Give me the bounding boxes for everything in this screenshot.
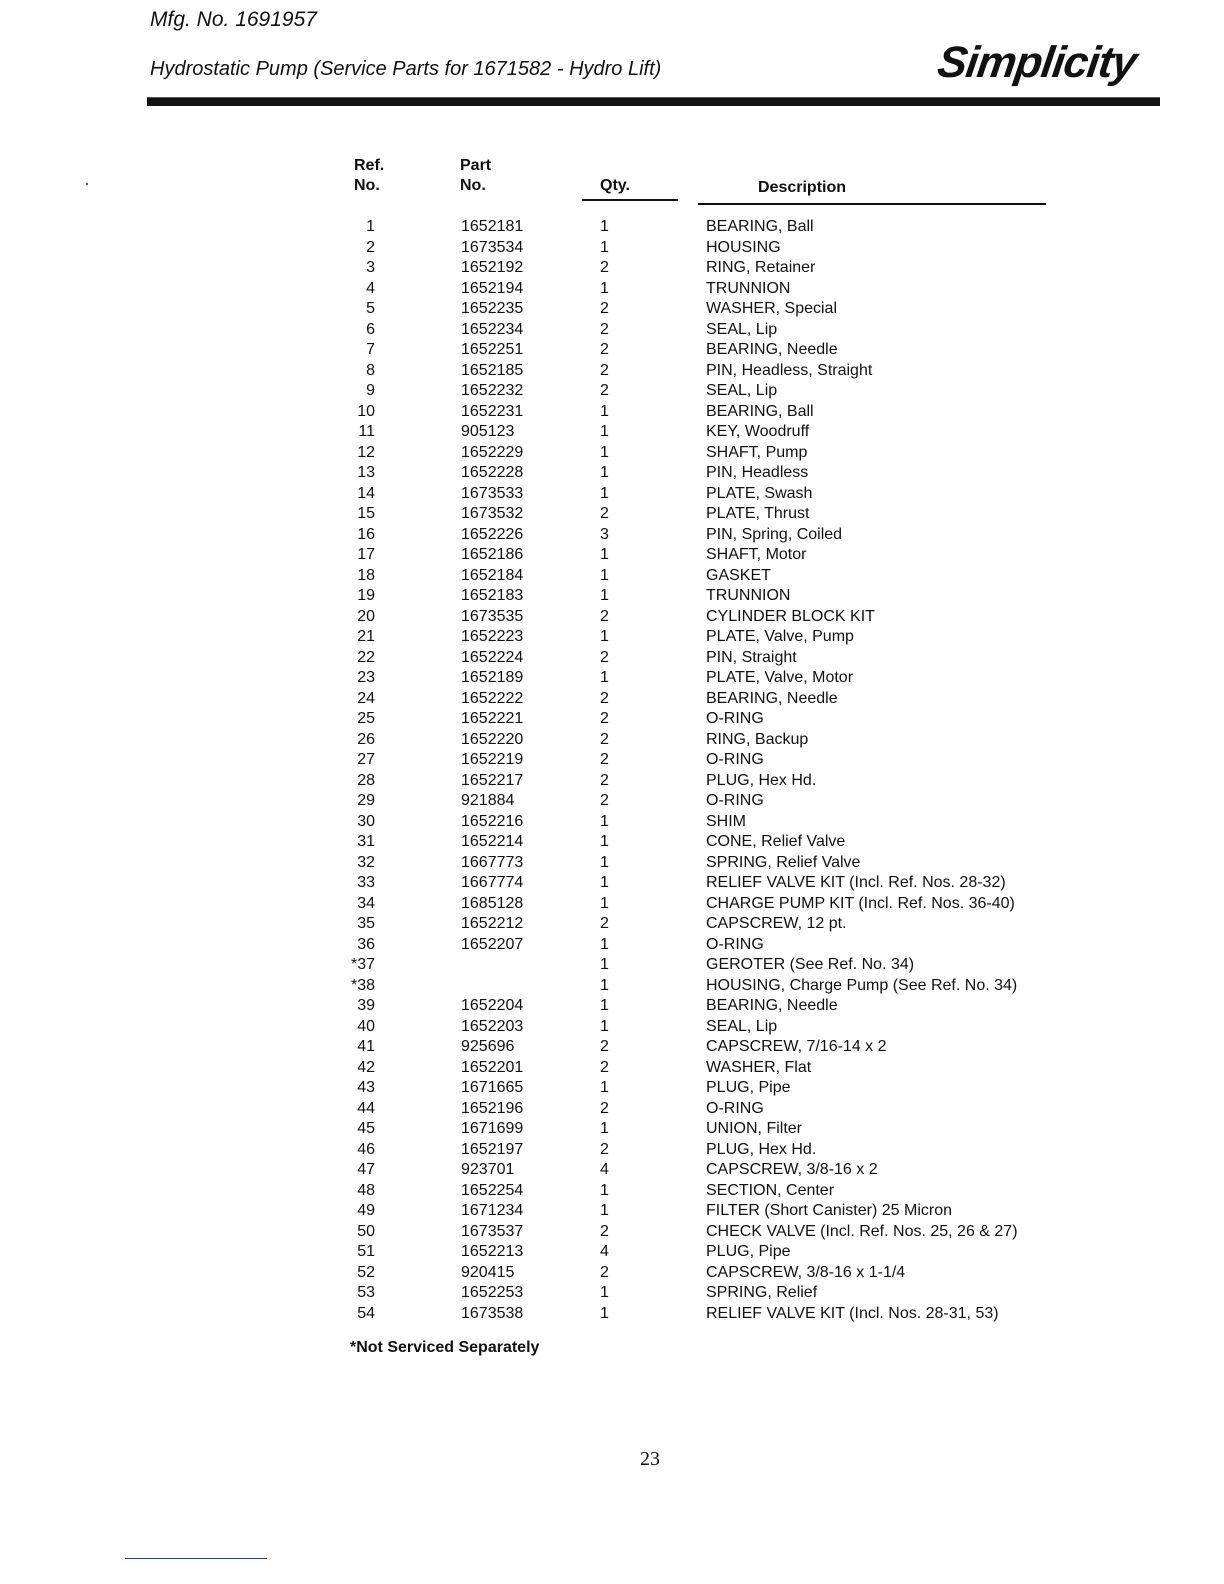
description-cell: PLUG, Hex Hd. [706,1140,817,1158]
qty-cell: 1 [600,1017,609,1035]
qty-cell: 1 [600,218,609,235]
part-cell: 921884 [461,792,515,809]
description-cell: HOUSING, Charge Pump (See Ref. No. 34) [706,976,1018,994]
qty-cell: 1 [600,956,609,973]
description-cell: HOUSING [706,238,781,256]
table-row [0,648,1224,669]
table-row [0,914,1224,935]
ref-cell: 12 [357,443,375,461]
description-cell: TRUNNION [706,279,791,297]
qty-cell: 1 [600,628,609,645]
part-cell: 1652192 [461,259,524,276]
part-cell: 1652234 [461,320,524,338]
table-row [0,1078,1224,1099]
ref-cell: 47 [357,1161,375,1178]
table-row [0,1058,1224,1079]
description-cell: CAPSCREW, 3/8-16 x 1-1/4 [706,1263,906,1281]
description-cell: SPRING, Relief [706,1284,818,1301]
qty-cell: 2 [600,341,609,358]
qty-cell: 1 [600,443,609,461]
part-cell: 1673537 [461,1222,524,1240]
part-cell: 1652226 [461,525,524,543]
ref-cell: 51 [357,1243,375,1260]
table-row [0,238,1224,259]
table-row [0,1181,1224,1202]
part-cell: 1652212 [461,915,524,932]
table-row [0,402,1224,423]
description-cell: SHAFT, Pump [706,443,808,461]
qty-cell: 1 [600,484,609,502]
qty-cell: 1 [600,997,609,1014]
table-row [0,668,1224,689]
description-cell: SHIM [706,812,746,830]
qty-cell: 1 [600,279,609,297]
part-cell: 1652232 [461,382,524,399]
description-cell: SECTION, Center [706,1181,835,1199]
qty-cell: 2 [600,1140,609,1158]
description-cell: O-RING [706,935,764,953]
table-row [0,1119,1224,1140]
part-cell: 923701 [461,1161,515,1178]
ref-cell: 23 [357,669,375,686]
ref-cell: 6 [366,320,375,338]
qty-cell: 1 [600,894,609,912]
ref-cell: 34 [357,894,375,912]
qty-cell: 1 [600,669,609,686]
part-cell: 1673534 [461,238,524,256]
qty-cell: 1 [600,833,609,850]
description-cell: O-RING [706,751,764,768]
qty-cell: 4 [600,1243,609,1260]
part-cell: 1673535 [461,607,524,625]
ref-cell: 33 [357,874,375,891]
mfg-number: Mfg. No. 1691957 [150,8,317,31]
ref-cell: 35 [357,915,375,932]
description-cell: PLUG, Hex Hd. [706,771,817,789]
qty-cell: 2 [600,648,609,666]
table-row [0,258,1224,279]
part-cell: 1652207 [461,935,524,953]
part-cell: 925696 [461,1038,515,1055]
description-cell: BEARING, Needle [706,341,838,358]
qty-cell: 1 [600,853,609,871]
table-row [0,320,1224,341]
qty-cell: 2 [600,1058,609,1076]
description-cell: WASHER, Flat [706,1058,812,1076]
ref-cell: 1 [366,218,375,235]
part-cell: 1685128 [461,894,524,912]
table-row [0,279,1224,300]
table-row [0,586,1224,607]
part-cell: 1652203 [461,1017,524,1035]
description-cell: BEARING, Ball [706,402,814,420]
table-row [0,443,1224,464]
qty-cell: 2 [600,361,609,379]
description-cell: RING, Backup [706,730,809,748]
description-cell: PLATE, Valve, Motor [706,669,854,686]
scan-speck [86,183,88,185]
description-cell: CYLINDER BLOCK KIT [706,607,875,625]
bottom-rule [125,1558,267,1559]
qty-cell: 2 [600,1222,609,1240]
part-cell: 1652184 [461,566,524,584]
description-cell: RELIEF VALVE KIT (Incl. Ref. Nos. 28-32) [706,874,1006,891]
description-header-underline [698,203,1046,205]
ref-cell: 45 [357,1120,375,1137]
table-row [0,976,1224,997]
description-cell: TRUNNION [706,587,791,604]
qty-cell: 2 [600,771,609,789]
table-row [0,853,1224,874]
qty-cell: 1 [600,546,609,563]
qty-cell: 1 [600,1181,609,1199]
ref-cell: 36 [357,935,375,953]
qty-cell: 4 [600,1161,609,1178]
table-row [0,771,1224,792]
description-cell: CAPSCREW, 3/8-16 x 2 [706,1161,878,1178]
description-cell: PLUG, Pipe [706,1079,791,1096]
qty-cell: 1 [600,1304,609,1322]
part-cell: 1673538 [461,1304,524,1322]
ref-cell: 11 [358,423,375,440]
qty-cell: 2 [600,1263,609,1281]
qty-cell: 1 [600,1284,609,1301]
ref-cell: 28 [357,771,375,789]
qty-cell: 1 [600,976,609,994]
description-cell: GASKET [706,566,771,584]
ref-cell: 7 [366,341,375,358]
ref-cell: 43 [357,1079,375,1096]
part-cell: 1652251 [461,341,524,358]
description-cell: RELIEF VALVE KIT (Incl. Nos. 28-31, 53) [706,1304,999,1322]
ref-cell: 30 [357,812,375,830]
part-cell: 1652186 [461,546,524,563]
part-cell: 1652213 [461,1243,524,1260]
part-cell: 905123 [461,423,515,440]
part-cell: 1667773 [461,853,524,871]
part-cell: 1671234 [461,1202,524,1219]
description-cell: BEARING, Needle [706,689,838,707]
part-cell: 1652219 [461,751,524,768]
table-row [0,689,1224,710]
qty-cell: 1 [600,1120,609,1137]
qty-cell: 2 [600,1038,609,1055]
qty-cell: 2 [600,710,609,727]
qty-cell: 1 [600,812,609,830]
description-cell: PIN, Spring, Coiled [706,525,843,543]
ref-cell: 10 [357,402,375,420]
table-row [0,422,1224,443]
table-row [0,627,1224,648]
ref-cell: 44 [357,1099,375,1117]
description-cell: PLATE, Thrust [706,505,810,522]
ref-cell: 53 [357,1284,375,1301]
table-row [0,750,1224,771]
part-cell: 1652253 [461,1284,524,1301]
table-row [0,1037,1224,1058]
part-cell: 1667774 [461,874,524,891]
qty-cell: 1 [600,238,609,256]
column-header-description: Description [758,179,847,196]
table-row [0,361,1224,382]
part-cell: 1652222 [461,689,524,707]
part-cell: 1652214 [461,833,524,850]
table-row [0,545,1224,566]
table-row [0,730,1224,751]
document-subtitle: Hydrostatic Pump (Service Parts for 1671582 - Hydro Lift) [150,58,662,80]
qty-cell: 1 [600,874,609,891]
qty-cell: 2 [600,689,609,707]
part-cell: 1652204 [461,997,524,1014]
part-cell: 1673533 [461,484,524,502]
parts-table [0,217,1224,1324]
ref-cell: 5 [366,300,375,317]
column-header-ref [354,156,384,196]
qty-cell: 2 [600,320,609,338]
table-row [0,1283,1224,1304]
part-cell: 1652235 [461,300,524,317]
ref-cell: 16 [357,525,375,543]
table-row [0,1099,1224,1120]
ref-cell: 8 [366,361,375,379]
description-cell: RING, Retainer [706,259,816,276]
table-row [0,894,1224,915]
ref-cell: 21 [357,628,375,645]
description-cell: BEARING, Ball [706,218,814,235]
column-header-part [460,156,491,196]
description-cell: GEROTER (See Ref. No. 34) [706,956,915,973]
description-cell: CHARGE PUMP KIT (Incl. Ref. Nos. 36-40) [706,894,1015,912]
table-row [0,1242,1224,1263]
description-cell: PIN, Headless, Straight [706,361,873,379]
description-cell: CAPSCREW, 7/16-14 x 2 [706,1038,887,1055]
ref-cell: 18 [357,566,375,584]
qty-cell: 1 [600,935,609,953]
ref-cell: 20 [357,607,375,625]
description-cell: SEAL, Lip [706,1017,778,1035]
part-cell: 1652254 [461,1181,524,1199]
column-header-ref-line1: Ref. [354,157,385,174]
column-header-part-line2: No. [460,177,486,194]
ref-cell: 3 [366,259,375,276]
table-row [0,1263,1224,1284]
ref-cell: 40 [357,1017,375,1035]
qty-cell: 2 [600,792,609,809]
part-cell: 1652216 [461,812,524,830]
qty-cell: 2 [600,1099,609,1117]
ref-cell: *37 [350,956,375,973]
column-header-ref-line2: No. [354,177,380,194]
table-row [0,709,1224,730]
table-row [0,996,1224,1017]
description-cell: CONE, Relief Valve [706,833,846,850]
description-cell: CHECK VALVE (Incl. Ref. Nos. 25, 26 & 27) [706,1222,1018,1240]
ref-cell: 39 [357,997,375,1014]
qty-cell: 2 [600,915,609,932]
table-row [0,832,1224,853]
column-header-qty: Qty. [600,177,630,194]
description-cell: O-RING [706,792,764,809]
ref-cell: 2 [366,238,375,256]
qty-cell: 2 [600,300,609,317]
table-row [0,525,1224,546]
description-cell: PIN, Straight [706,648,797,666]
description-cell: SEAL, Lip [706,320,778,338]
qty-cell: 1 [600,423,609,440]
part-cell: 1652196 [461,1099,524,1117]
ref-cell: 26 [357,730,375,748]
ref-cell: 19 [357,587,375,604]
description-cell: PLATE, Swash [706,484,813,502]
table-row [0,812,1224,833]
description-cell: PLUG, Pipe [706,1243,791,1260]
ref-cell: 14 [357,484,375,502]
ref-cell: 32 [357,853,375,871]
qty-cell: 1 [600,587,609,604]
description-cell: WASHER, Special [706,300,837,317]
part-cell: 1671699 [461,1120,524,1137]
table-row [0,1017,1224,1038]
qty-cell: 2 [600,751,609,768]
table-row [0,484,1224,505]
ref-cell: 54 [357,1304,375,1322]
qty-cell: 1 [600,1079,609,1096]
description-cell: O-RING [706,1099,764,1117]
qty-header-underline [582,199,678,201]
ref-cell: 4 [366,279,375,297]
ref-cell: 52 [357,1263,375,1281]
qty-cell: 1 [600,566,609,584]
ref-cell: 31 [357,833,375,850]
qty-cell: 2 [600,730,609,748]
table-row [0,299,1224,320]
part-cell: 1652221 [461,710,524,727]
description-cell: SPRING, Relief Valve [706,853,861,871]
qty-cell: 1 [600,1202,609,1219]
table-row [0,340,1224,361]
qty-cell: 3 [600,525,609,543]
description-cell: BEARING, Needle [706,997,838,1014]
description-cell: SEAL, Lip [706,382,778,399]
description-cell: O-RING [706,710,764,727]
description-cell: KEY, Woodruff [706,423,810,440]
table-row [0,566,1224,587]
table-row [0,791,1224,812]
qty-cell: 1 [600,402,609,420]
table-row [0,217,1224,238]
qty-cell: 1 [600,464,609,481]
page-number: 23 [640,1448,660,1470]
part-cell: 1652229 [461,443,524,461]
description-cell: CAPSCREW, 12 pt. [706,915,847,932]
part-cell: 1652183 [461,587,524,604]
part-cell: 1652224 [461,648,524,666]
table-row [0,1160,1224,1181]
ref-cell: 50 [357,1222,375,1240]
description-cell: UNION, Filter [706,1120,802,1137]
table-row [0,873,1224,894]
ref-cell: 27 [357,751,375,768]
part-cell: 1673532 [461,505,524,522]
part-cell: 1652197 [461,1140,524,1158]
part-cell: 920415 [461,1263,515,1281]
table-row [0,1140,1224,1161]
qty-cell: 2 [600,505,609,522]
footnote: *Not Serviced Separately [350,1339,540,1356]
qty-cell: 2 [600,259,609,276]
ref-cell: 13 [357,464,375,481]
description-cell: SHAFT, Motor [706,546,807,563]
qty-cell: 2 [600,607,609,625]
part-cell: 1652217 [461,771,524,789]
column-header-part-line1: Part [460,157,492,174]
part-cell: 1652181 [461,218,524,235]
ref-cell: 29 [357,792,375,809]
table-row [0,381,1224,402]
part-cell: 1652194 [461,279,524,297]
header-rule [147,98,1160,106]
ref-cell: 9 [366,382,375,399]
part-cell: 1671665 [461,1079,524,1096]
table-row [0,607,1224,628]
part-cell: 1652228 [461,464,524,481]
description-cell: PLATE, Valve, Pump [706,628,854,645]
ref-cell: 42 [357,1058,375,1076]
ref-cell: 46 [357,1140,375,1158]
ref-cell: 24 [357,689,375,707]
part-cell: 1652220 [461,730,524,748]
part-cell: 1652231 [461,402,524,420]
ref-cell: 15 [357,505,375,522]
table-row [0,504,1224,525]
ref-cell: 48 [357,1181,375,1199]
part-cell: 1652201 [461,1058,524,1076]
table-row [0,463,1224,484]
ref-cell: 25 [357,710,375,727]
description-cell: FILTER (Short Canister) 25 Micron [706,1202,952,1219]
ref-cell: 22 [357,648,375,666]
ref-cell: *38 [350,976,375,994]
description-cell: PIN, Headless [706,464,809,481]
qty-cell: 2 [600,382,609,399]
table-row [0,1201,1224,1222]
part-cell: 1652189 [461,669,524,686]
table-row [0,935,1224,956]
ref-cell: 17 [357,546,375,563]
part-cell: 1652223 [461,628,524,645]
table-row [0,1304,1224,1325]
table-row [0,955,1224,976]
ref-cell: 49 [357,1202,375,1219]
ref-cell: 41 [357,1038,375,1055]
part-cell: 1652185 [461,361,524,379]
brand-logo: Simplicity [934,38,1140,87]
table-row [0,1222,1224,1243]
